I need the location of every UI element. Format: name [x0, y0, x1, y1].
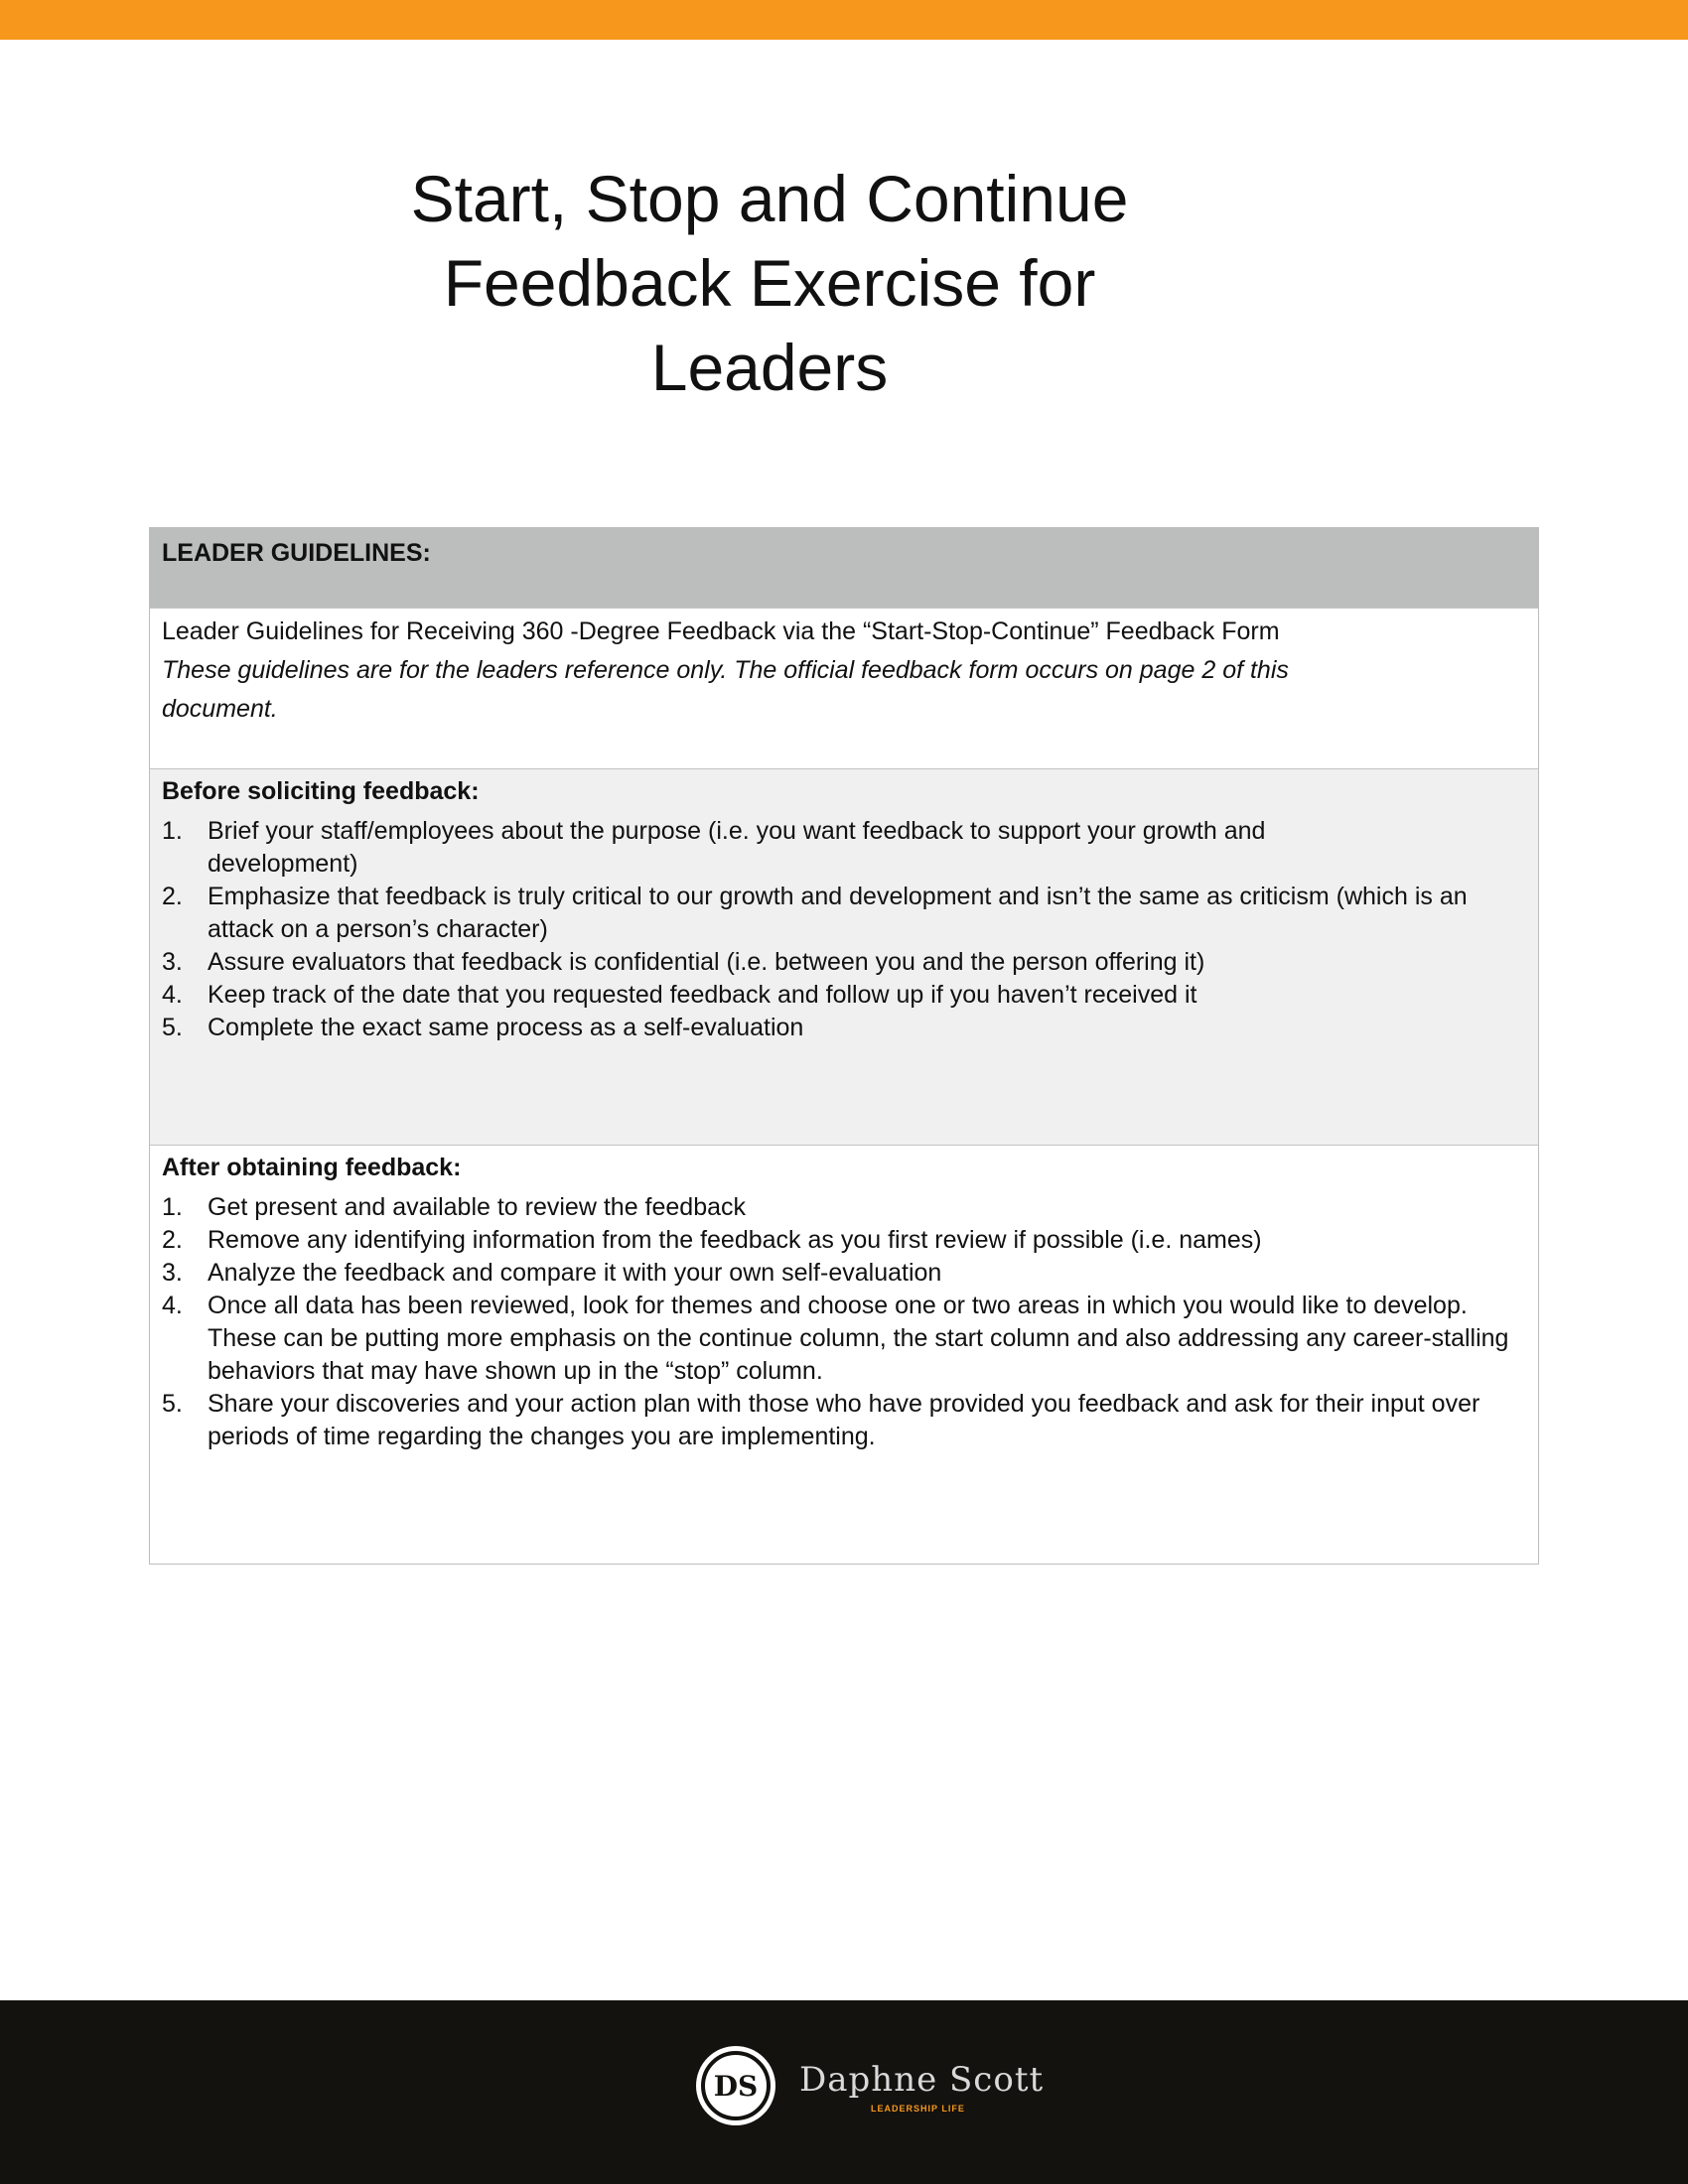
title-line: Start, Stop and Continue	[410, 162, 1129, 235]
page-title	[372, 157, 1167, 410]
list-number: 1.	[162, 1193, 183, 1221]
list-number: 2.	[162, 883, 183, 910]
list-number: 4.	[162, 981, 183, 1009]
list-item-text: Keep track of the date that you requested feedback and follow up if you haven’t received it	[208, 981, 1197, 1009]
list-item-text: Share your discoveries and your action plan with those who have provided you feedback and ask for their input over periods of time regarding the changes you are implementing.	[208, 1390, 1480, 1450]
before-section	[150, 769, 1538, 1146]
list-item-text: Complete the exact same process as a self-evaluation	[208, 1014, 804, 1041]
list-number: 3.	[162, 948, 183, 976]
top-accent-bar	[0, 0, 1688, 40]
list-number: 1.	[162, 817, 183, 845]
guidelines-intro-row	[150, 609, 1538, 769]
list-item	[162, 946, 1526, 979]
list-number: 4.	[162, 1292, 183, 1319]
list-item	[162, 979, 1526, 1012]
list-item-text: Get present and available to review the feedback	[208, 1193, 747, 1221]
before-list	[162, 815, 1526, 1044]
list-item-text: Once all data has been reviewed, look for themes and choose one or two areas in which you would like to develop. These can be putting more emphasis on the continue column, the start column and also addressing any career-stalling behaviors that may have shown up in the “stop” column.	[208, 1292, 1509, 1385]
list-item-text: Remove any identifying information from the feedback as you first review if possible (i.e. names)	[208, 1226, 1262, 1254]
list-item-text: Brief your staff/employees about the purpose (i.e. you want feedback to support your growth and development)	[208, 817, 1266, 878]
daphne-scott-logo	[692, 2042, 1050, 2137]
list-item	[162, 1388, 1528, 1453]
logo-name: Daphne Scott	[799, 2060, 1045, 2100]
guidelines-note: These guidelines are for the leaders reference only. The official feedback form occurs on page 2 of this document.	[162, 656, 1289, 723]
list-item	[162, 1257, 1528, 1290]
list-number: 5.	[162, 1390, 183, 1418]
guidelines-table	[149, 527, 1539, 1565]
logo-initials: DS	[713, 2070, 759, 2103]
logo-tagline: LEADERSHIP LIFE	[871, 2104, 965, 2114]
guidelines-intro: Leader Guidelines for Receiving 360 -Degree Feedback via the “Start-Stop-Continue” Feedback Form	[162, 617, 1280, 645]
list-item-text: Analyze the feedback and compare it with your own self-evaluation	[208, 1259, 942, 1287]
title-line: Feedback Exercise for	[443, 246, 1096, 320]
list-item	[162, 1290, 1528, 1388]
list-number: 3.	[162, 1259, 183, 1287]
list-item-text: Assure evaluators that feedback is confidential (i.e. between you and the person offering it)	[208, 948, 1205, 976]
guidelines-header: LEADER GUIDELINES:	[162, 539, 431, 567]
after-section	[150, 1146, 1538, 1564]
list-item	[162, 815, 1526, 881]
list-item	[162, 1191, 1528, 1224]
before-section-title: Before soliciting feedback:	[162, 777, 480, 805]
after-list	[162, 1191, 1526, 1453]
list-item	[162, 881, 1526, 946]
guidelines-header-row	[150, 528, 1538, 609]
list-item-text: Emphasize that feedback is truly critical to our growth and development and isn’t the same as criticism (which is an attack on a person’s character)	[208, 883, 1468, 943]
list-item	[162, 1224, 1528, 1257]
list-number: 2.	[162, 1226, 183, 1254]
list-number: 5.	[162, 1014, 183, 1041]
ds-monogram-icon	[692, 2042, 779, 2129]
list-item	[162, 1012, 1526, 1044]
after-section-title: After obtaining feedback:	[162, 1154, 462, 1181]
title-line: Leaders	[650, 331, 889, 404]
